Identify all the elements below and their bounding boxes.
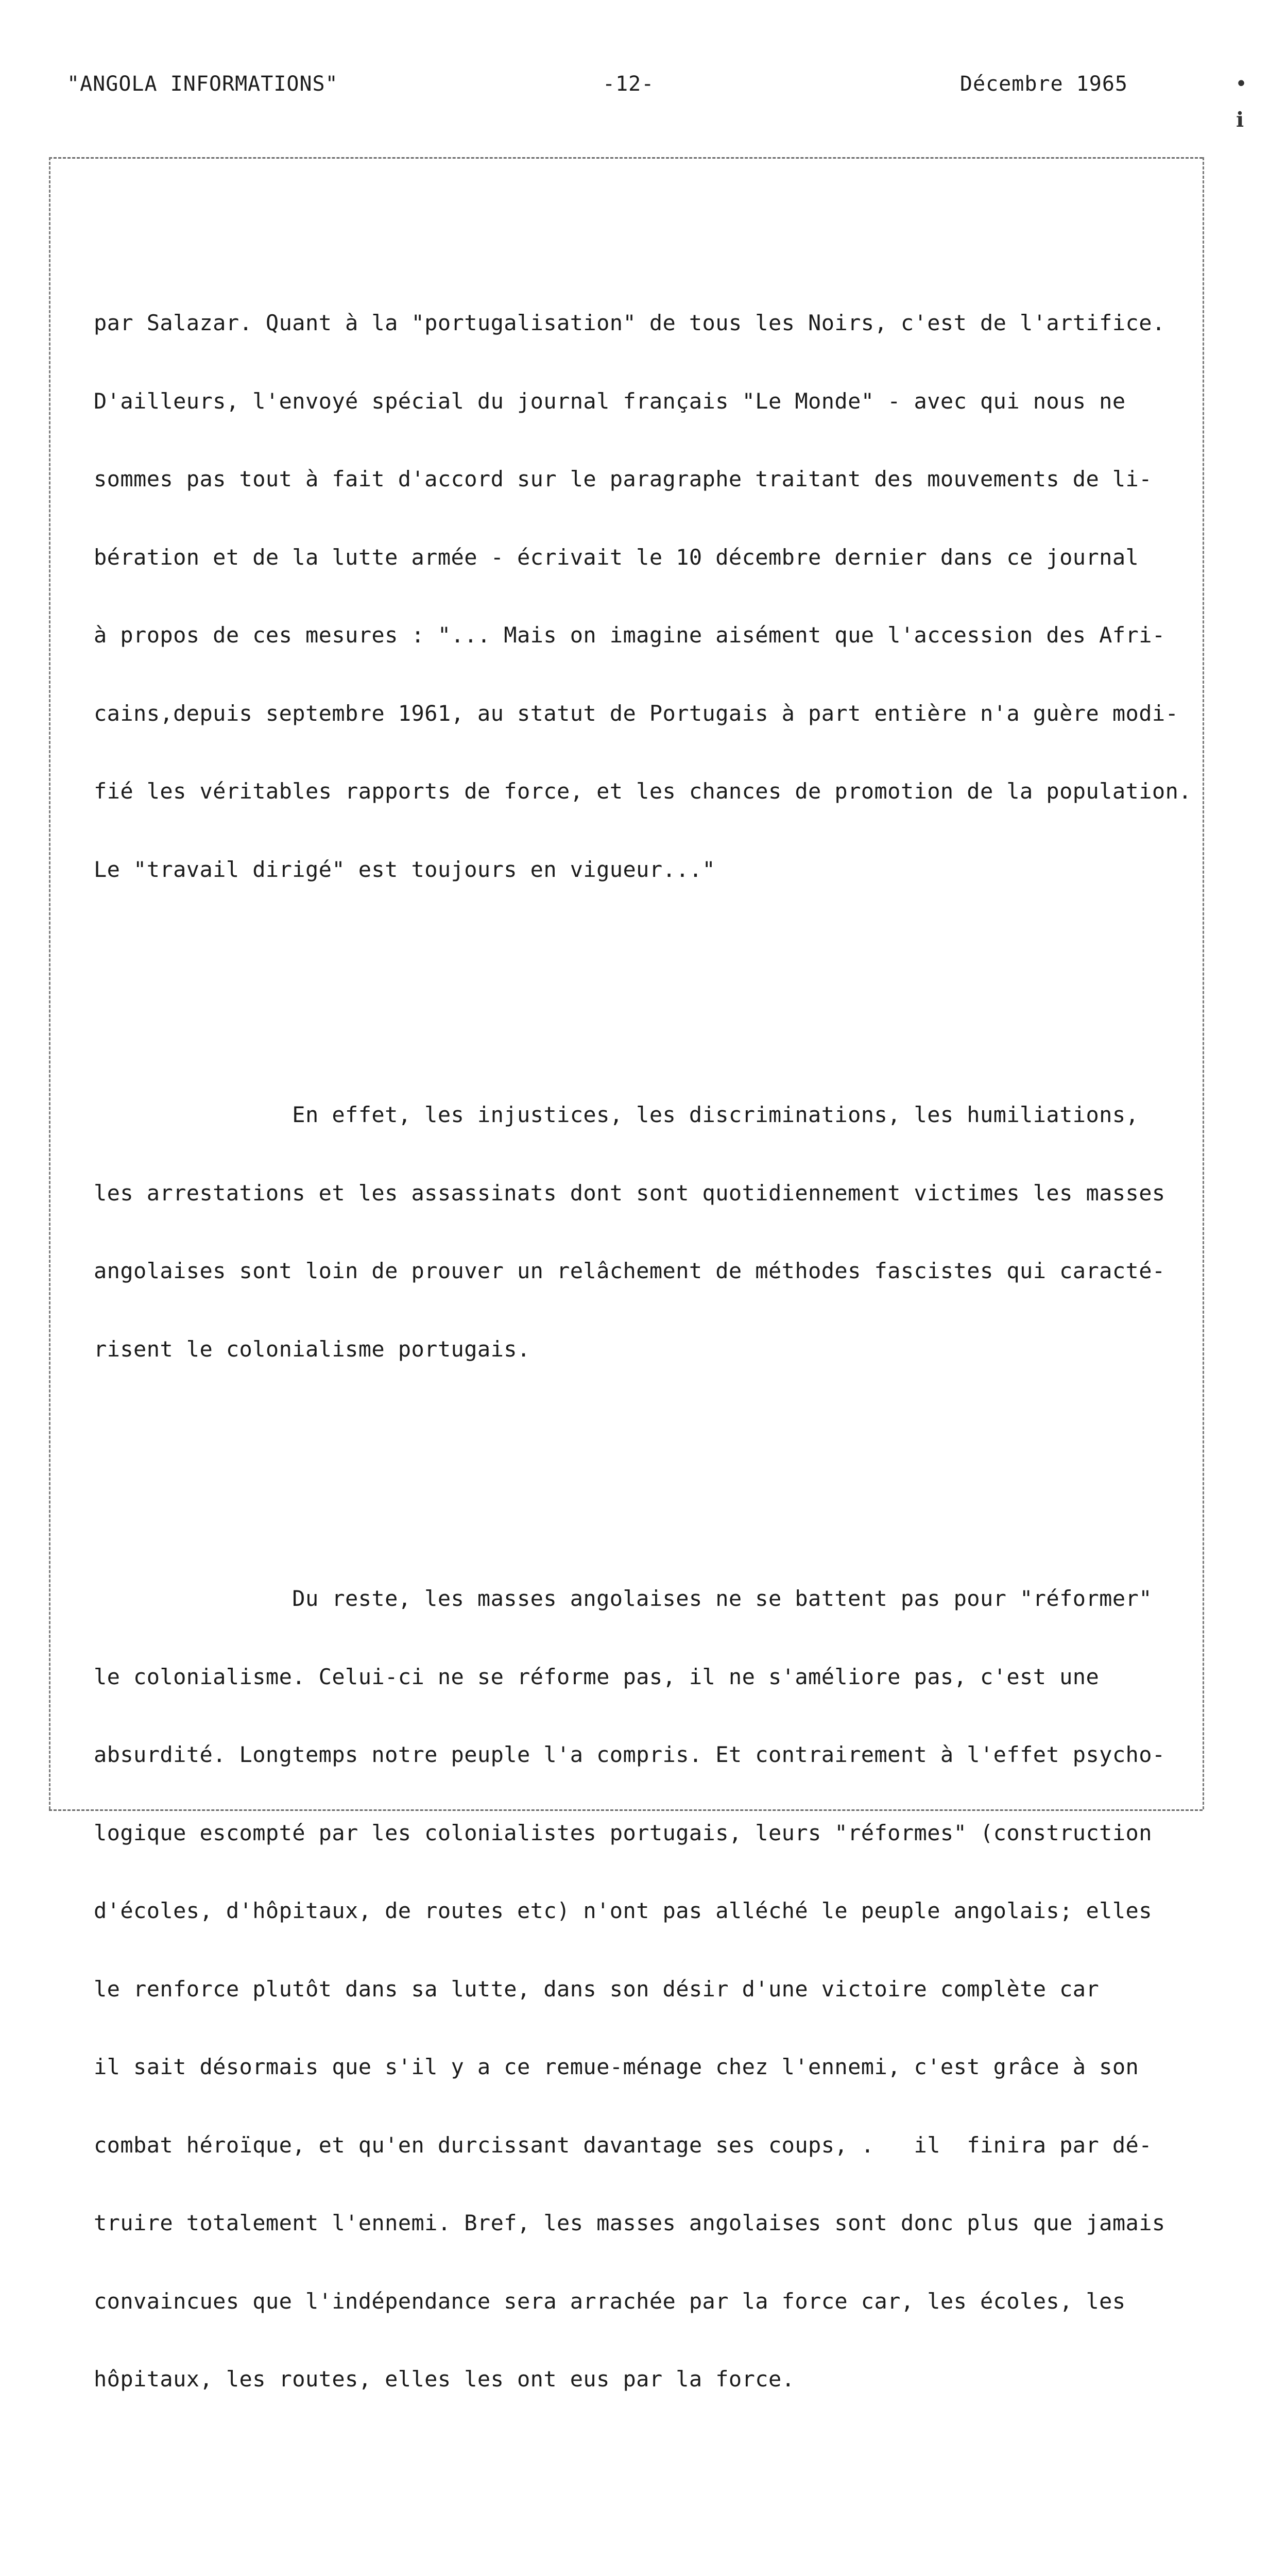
text-line: à propos de ces mesures : "... Mais on imagine aisément que l'accession des Afri- xyxy=(94,622,1206,649)
text-line: logique escompté par les colonialistes portugais, leurs "réformes" (construction xyxy=(94,1820,1206,1846)
text-line: combat héroïque, et qu'en durcissant davantage ses coups, . il finira par dé- xyxy=(94,2132,1206,2159)
text-line: convaincues que l'indépendance sera arrachée par la force car, les écoles, les xyxy=(94,2289,1206,2315)
text-line: Le "travail dirigé" est toujours en vigueur..." xyxy=(94,857,1206,883)
text-line: D'ailleurs, l'envoyé spécial du journal français "Le Monde" - avec qui nous ne xyxy=(94,388,1206,415)
text-line: risent le colonialisme portugais. xyxy=(94,1336,1206,1363)
text-line: il sait désormais que s'il y a ce remue-ménage chez l'ennemi, c'est grâce à son xyxy=(94,2054,1206,2080)
page-header xyxy=(67,72,1128,103)
text-line: En effet, les injustices, les discriminations, les humiliations, xyxy=(94,1102,1206,1128)
paragraph-2 xyxy=(94,1050,1206,1414)
text-line: cains,depuis septembre 1961, au statut de Portugais à part entière n'a guère modi- xyxy=(94,701,1206,727)
paragraph-4 xyxy=(94,2564,1206,2576)
text-line: le renforce plutôt dans sa lutte, dans son désir d'une victoire complète car xyxy=(94,1976,1206,2003)
paragraph-1 xyxy=(94,258,1206,935)
paragraph-3 xyxy=(94,1534,1206,2445)
text-line: le colonialisme. Celui-ci ne se réforme pas, il ne s'améliore pas, c'est une xyxy=(94,1664,1206,1690)
text-line: d'écoles, d'hôpitaux, de routes etc) n'ont pas alléché le peuple angolais; elles xyxy=(94,1898,1206,1924)
text-line: fié les véritables rapports de force, et les chances de promotion de la population. xyxy=(94,778,1206,805)
text-line: absurdité. Longtemps notre peuple l'a compris. Et contrairement à l'effet psycho- xyxy=(94,1742,1206,1768)
article-body xyxy=(94,206,1206,2576)
publication-title: "ANGOLA INFORMATIONS" xyxy=(67,72,338,96)
top-border-rule xyxy=(49,157,1203,159)
text-line: les arrestations et les assassinats dont sont quotidiennement victimes les masses xyxy=(94,1180,1206,1207)
text-line: par Salazar. Quant à la "portugalisation" de tous les Noirs, c'est de l'artifice. xyxy=(94,310,1206,336)
margin-mark: • xyxy=(1235,72,1247,96)
left-border-rule xyxy=(49,157,50,1809)
issue-date: Décembre 1965 xyxy=(960,72,1128,96)
margin-mark: ℹ xyxy=(1236,108,1244,132)
page-number: -12- xyxy=(603,72,654,96)
text-line: truire totalement l'ennemi. Bref, les masses angolaises sont donc plus que jamais xyxy=(94,2210,1206,2236)
text-line: bération et de la lutte armée - écrivait le 10 décembre dernier dans ce journal xyxy=(94,545,1206,571)
text-line: sommes pas tout à fait d'accord sur le paragraphe traitant des mouvements de li- xyxy=(94,466,1206,493)
text-line: angolaises sont loin de prouver un relâchement de méthodes fascistes qui caracté- xyxy=(94,1258,1206,1284)
text-line: hôpitaux, les routes, elles les ont eus par la force. xyxy=(94,2366,1206,2393)
text-line: Du reste, les masses angolaises ne se battent pas pour "réformer" xyxy=(94,1586,1206,1612)
